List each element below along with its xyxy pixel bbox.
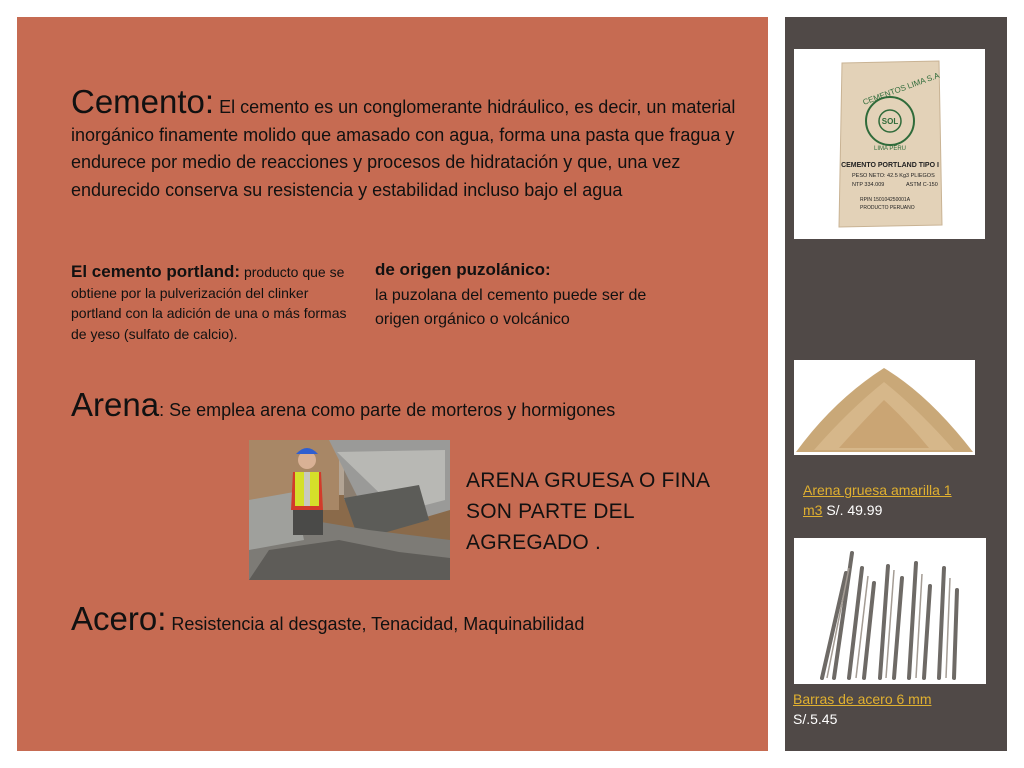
bag-brand-arc-left: CEMENTOS LIMA S.A	[861, 70, 941, 107]
cement-bag-illustration	[794, 49, 985, 239]
arena-paragraph	[71, 386, 771, 424]
sand-pile-illustration	[794, 360, 975, 455]
steel-bars-illustration	[794, 538, 986, 684]
puzolanico-text: la puzolana del cemento puede ser de origen orgánico o volcánico	[375, 286, 647, 328]
cement-mixer-photo	[249, 440, 450, 580]
puzolanico-paragraph	[375, 258, 665, 333]
cemento-paragraph	[71, 83, 743, 204]
portland-heading: El cemento portland:	[71, 262, 241, 281]
bag-origin: PRODUCTO PERUANO	[860, 205, 915, 211]
bars-product-link[interactable]: Barras de acero 6 mm	[793, 691, 932, 707]
bag-lima-peru: LIMA PERU	[873, 146, 907, 152]
sand-image	[794, 360, 975, 455]
steel-bars-image	[794, 538, 986, 684]
bag-astm: ASTM C-150	[906, 182, 938, 188]
bag-ntp: NTP 334.009	[852, 182, 885, 188]
bars-price: S/.5.45	[793, 711, 838, 727]
acero-text: Resistencia al desgaste, Tenacidad, Maquinabilidad	[171, 614, 585, 634]
agregado-text: ARENA GRUESA O FINA SON PARTE DEL AGREGADO .	[466, 469, 710, 554]
cemento-text: El cemento es un conglomerante hidráulico, es decir, un material inorgánico finamente molido que amasado con agua, forma una pasta que fragua y endurece por medio de reacciones y procesos de hidratación y que, una vez endurecido conserva su resistencia y estabilidad incluso bajo el agua	[71, 97, 736, 200]
sand-caption	[803, 480, 973, 520]
arena-text: : Se emplea arena como parte de morteros y hormigones	[159, 400, 616, 420]
cemento-heading: Cemento:	[71, 83, 215, 120]
bars-caption	[793, 689, 983, 729]
bag-rpin: RPIN 150104250001A	[860, 197, 911, 203]
arena-heading: Arena	[71, 386, 160, 423]
bag-product-name: CEMENTO PORTLAND TIPO I	[841, 162, 939, 169]
acero-paragraph	[71, 600, 771, 638]
bag-plies: 3 PLIEGOS	[906, 173, 935, 179]
acero-heading: Acero:	[71, 600, 167, 637]
bag-logo-sol: SOL	[881, 117, 899, 126]
sand-product-link[interactable]: Arena gruesa amarilla 1 m3	[803, 482, 952, 518]
puzolanico-heading: de origen puzolánico:	[375, 260, 551, 279]
portland-text: producto que se obtiene por la pulverización del clinker portland con la adición de una o más formas de yeso (sulfato de calcio).	[71, 264, 347, 342]
bag-net-weight: PESO NETO: 42.5 Kg	[852, 173, 907, 179]
portland-paragraph	[71, 262, 356, 344]
sand-price: S/. 49.99	[822, 502, 883, 518]
cement-bag-image	[794, 49, 985, 239]
